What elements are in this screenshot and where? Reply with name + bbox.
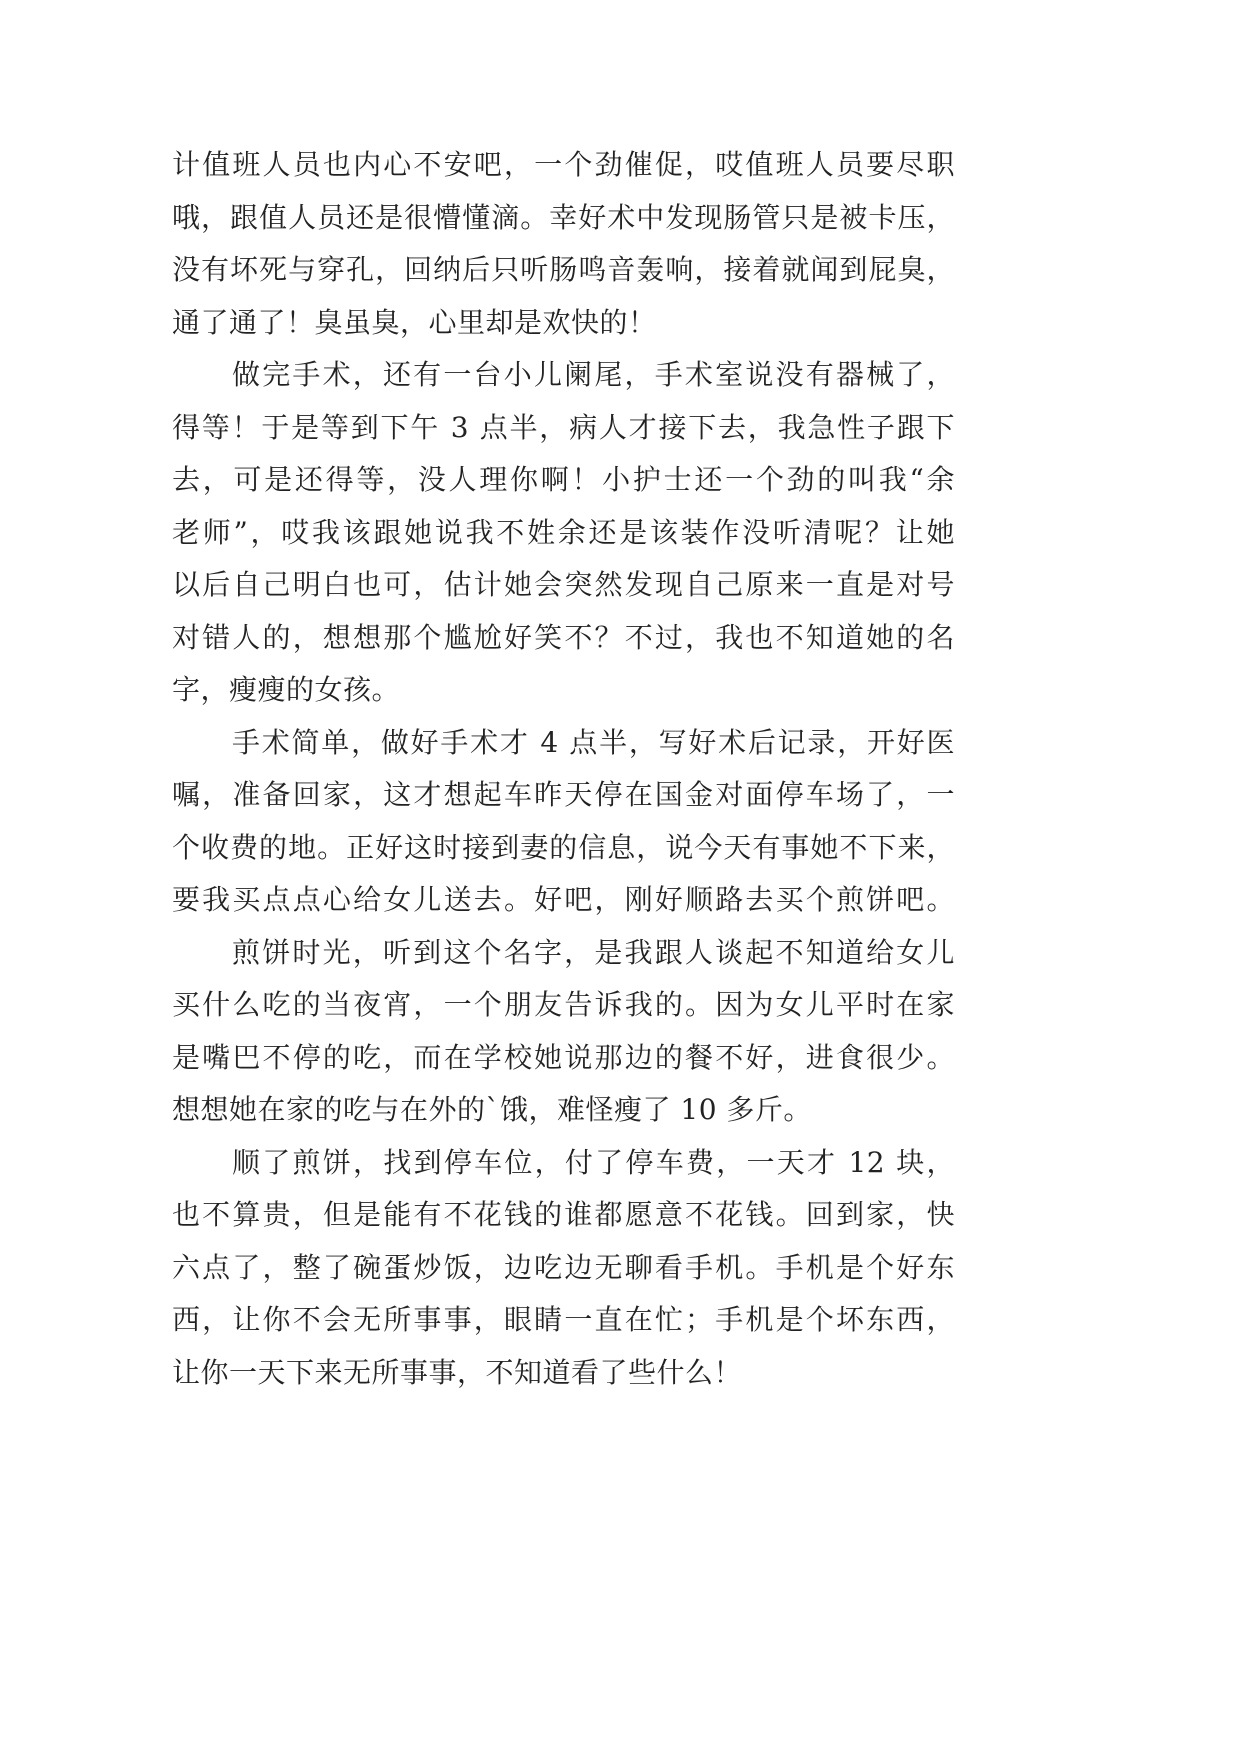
paragraph: [172, 349, 955, 717]
text-line: 手术简单，做好手术才 4 点半，写好术后记录，开好医: [232, 725, 955, 759]
text-line: 以后自己明白也可，估计她会突然发现自己原来一直是对号: [172, 568, 955, 601]
document-body: [172, 139, 955, 1399]
text-line: 要我买点点心给女儿送去。好吧，刚好顺路去买个煎饼吧。: [172, 883, 955, 916]
paragraph: [172, 927, 955, 1137]
paragraph: [172, 717, 955, 927]
text-line: 对错人的，想想那个尴尬好笑不？不过，我也不知道她的名: [172, 620, 955, 654]
text-line: 得等！于是等到下午 3 点半，病人才接下去，我急性子跟下: [172, 410, 955, 444]
paragraph: [172, 139, 955, 349]
text-line: 西，让你不会无所事事，眼睛一直在忙；手机是个坏东西，: [172, 1303, 955, 1336]
text-line: 没有坏死与穿孔，回纳后只听肠鸣音轰响，接着就闻到屁臭，: [172, 253, 955, 286]
text-line: 煎饼时光，听到这个名字，是我跟人谈起不知道给女儿: [232, 935, 955, 969]
text-line: 六点了，整了碗蛋炒饭，边吃边无聊看手机。手机是个好东: [172, 1250, 955, 1284]
text-line: 通了通了！臭虽臭，心里却是欢快的！: [172, 305, 657, 339]
text-line: 也不算贵，但是能有不花钱的谁都愿意不花钱。回到家，快: [172, 1198, 955, 1231]
text-line: 去，可是还得等，没人理你啊！小护士还一个劲的叫我“余: [172, 463, 955, 496]
text-line: 买什么吃的当夜宵，一个朋友告诉我的。因为女儿平时在家: [172, 988, 955, 1021]
text-line: 计值班人员也内心不安吧，一个劲催促，哎值班人员要尽职: [172, 148, 955, 181]
text-line: 是嘴巴不停的吃，而在学校她说那边的餐不好，进食很少。: [172, 1040, 955, 1074]
text-line: 想想她在家的吃与在外的`饿，难怪瘦了 10 多斤。: [172, 1093, 812, 1126]
text-line: 做完手术，还有一台小儿阑尾，手术室说没有器械了，: [232, 358, 955, 391]
text-line: 顺了煎饼，找到停车位，付了停车费，一天才 12 块，: [232, 1145, 955, 1179]
text-line: 老师”，哎我该跟她说我不姓余还是该装作没听清呢？让她: [172, 515, 955, 549]
paragraph: [172, 1137, 955, 1400]
text-line: 让你一天下来无所事事，不知道看了些什么！: [172, 1355, 743, 1389]
text-line: 个收费的地。正好这时接到妻的信息，说今天有事她不下来，: [172, 830, 955, 864]
text-line: 字，瘦瘦的女孩。: [172, 673, 401, 706]
text-line: 哦，跟值人员还是很懵懂滴。幸好术中发现肠管只是被卡压，: [172, 200, 955, 234]
text-line: 嘱，准备回家，这才想起车昨天停在国金对面停车场了，一: [172, 778, 955, 811]
